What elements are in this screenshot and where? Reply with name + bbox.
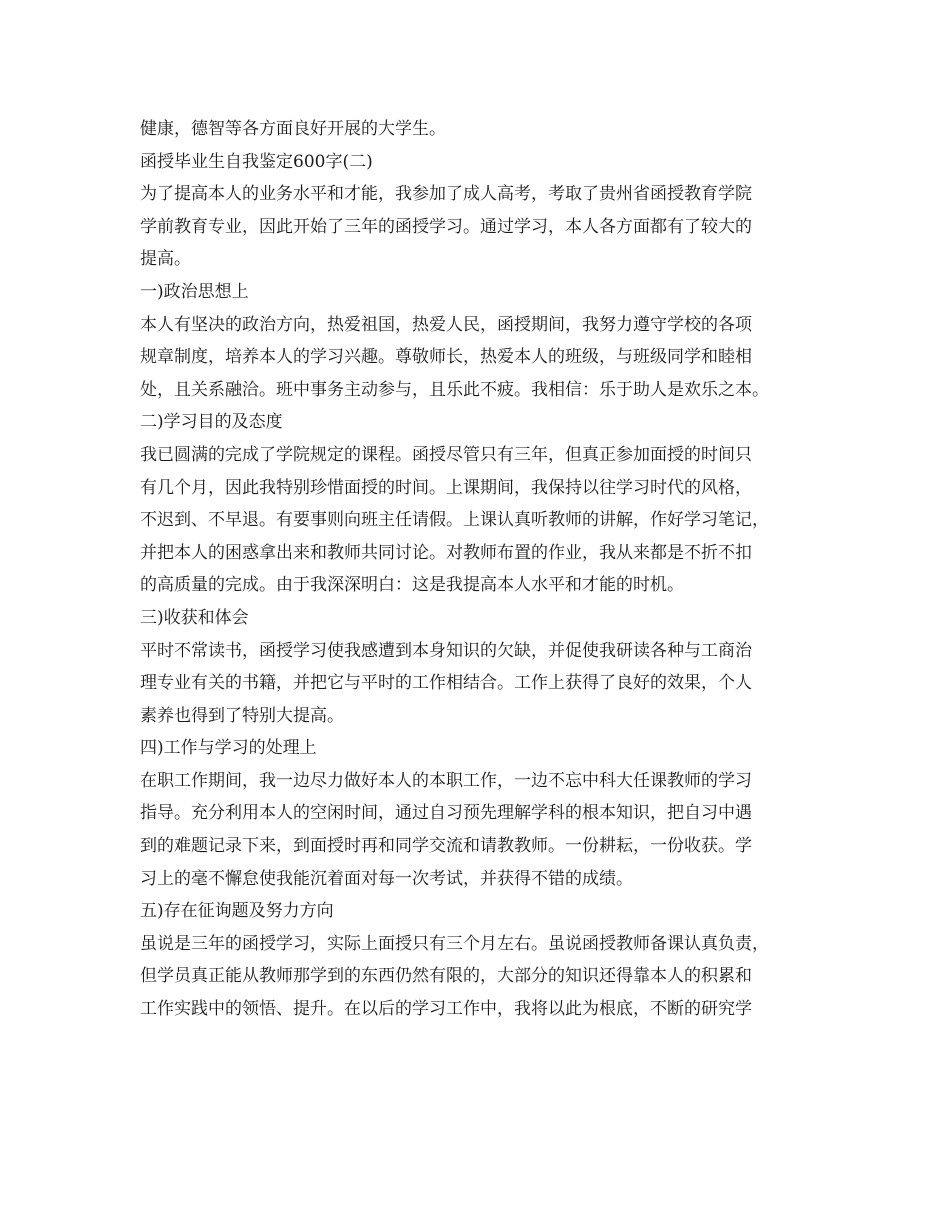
text-line: 指导。充分利用本人的空闲时间，通过自习预先理解学科的根本知识，把自习中遇 bbox=[140, 803, 752, 824]
section-heading: 五)存在征询题及努力方向 bbox=[140, 901, 334, 922]
text-line: 习上的毫不懈怠使我能沉着面对每一次考试，并获得不错的成绩。 bbox=[140, 868, 633, 889]
document-body bbox=[140, 113, 820, 1026]
text-line: 工作实践中的领悟、提升。在以后的学习工作中，我将以此为根底，不断的研究学 bbox=[140, 999, 752, 1020]
text-line: 到的难题记录下来，到面授时再和同学交流和请教教师。一份耕耘，一份收获。学 bbox=[140, 836, 752, 857]
text-line: 处，且关系融洽。班中事务主动参与，且乐此不疲。我相信：乐于助人是欢乐之本。 bbox=[140, 379, 769, 400]
section-heading: 四)工作与学习的处理上 bbox=[140, 738, 317, 759]
text-line: 规章制度，培养本人的学习兴趣。尊敬师长，热爱本人的班级，与班级同学和睦相 bbox=[140, 347, 752, 368]
section-heading: 函授毕业生自我鉴定600字(二) bbox=[140, 151, 373, 172]
text-line: 有几个月，因此我特别珍惜面授的时间。上课期间，我保持以往学习时代的风格， bbox=[140, 477, 752, 498]
section-heading: 三)收获和体会 bbox=[140, 607, 249, 628]
text-line: 虽说是三年的函授学习，实际上面授只有三个月左右。虽说函授教师备课认真负责， bbox=[140, 933, 769, 954]
text-line: 提高。 bbox=[140, 249, 191, 270]
text-line: 但学员真正能从教师那学到的东西仍然有限的，大部分的知识还得靠本人的积累和 bbox=[140, 966, 752, 987]
text-line: 并把本人的困惑拿出来和教师共同讨论。对教师布置的作业，我从来都是不折不扣 bbox=[140, 542, 752, 563]
text-line: 学前教育专业，因此开始了三年的函授学习。通过学习，本人各方面都有了较大的 bbox=[140, 216, 752, 237]
text-line: 健康，德智等各方面良好开展的大学生。 bbox=[140, 119, 446, 139]
text-line: 本人有坚决的政治方向，热爱祖国，热爱人民，函授期间，我努力遵守学校的各项 bbox=[140, 314, 752, 335]
section-heading: 一)政治思想上 bbox=[140, 281, 249, 302]
text-line: 不迟到、不早退。有要事则向班主任请假。上课认真听教师的讲解，作好学习笔记， bbox=[140, 510, 769, 531]
section-heading: 二)学习目的及态度 bbox=[140, 412, 283, 433]
text-line: 在职工作期间，我一边尽力做好本人的本职工作，一边不忘中科大任课教师的学习 bbox=[140, 770, 752, 791]
text-line: 素养也得到了特别大提高。 bbox=[140, 705, 344, 726]
text-line: 的高质量的完成。由于我深深明白：这是我提高本人水平和才能的时机。 bbox=[140, 575, 684, 596]
text-line: 平时不常读书，函授学习使我感遭到本身知识的欠缺，并促使我研读各种与工商治 bbox=[140, 640, 752, 661]
text-line: 理专业有关的书籍，并把它与平时的工作相结合。工作上获得了良好的效果，个人 bbox=[140, 673, 752, 694]
text-line: 我已圆满的完成了学院规定的课程。函授尽管只有三年，但真正参加面授的时间只 bbox=[140, 444, 752, 465]
text-line: 为了提高本人的业务水平和才能，我参加了成人高考，考取了贵州省函授教育学院 bbox=[140, 184, 752, 205]
